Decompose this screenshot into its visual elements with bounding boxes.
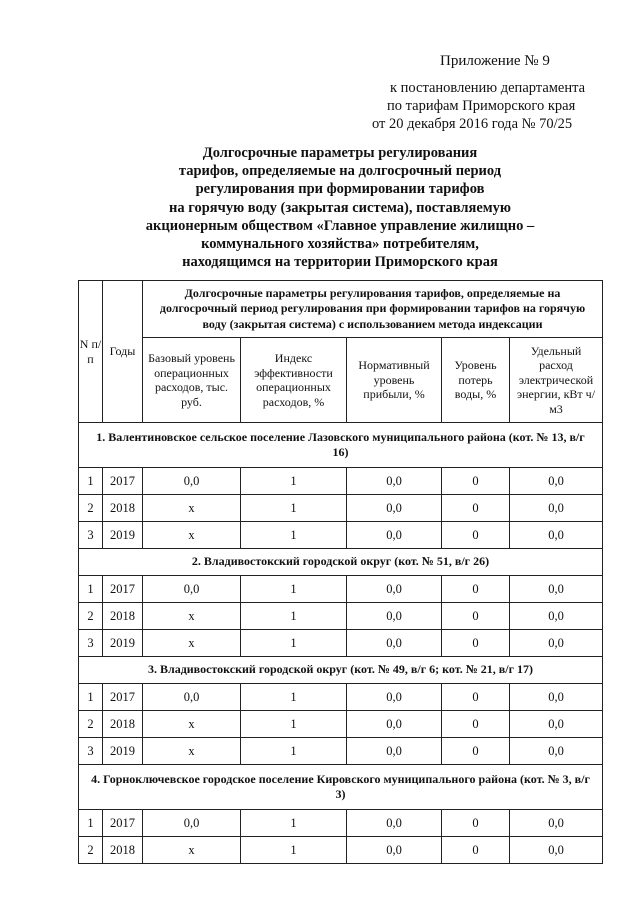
table-row — [79, 630, 603, 657]
title-line: на горячую воду (закрытая система), поставляемую — [169, 199, 511, 216]
cell-num: 3 — [79, 738, 103, 765]
table-row — [79, 468, 603, 495]
cell-energy: 0,0 — [510, 468, 603, 495]
cell-year: 2019 — [103, 738, 143, 765]
cell-num: 1 — [79, 684, 103, 711]
appendix-line-1: к постановлению департамента — [390, 80, 586, 96]
cell-energy: 0,0 — [510, 576, 603, 603]
cell-base-cost: 0,0 — [143, 810, 241, 837]
table-row — [79, 738, 603, 765]
header-base-cost: Базовый уровень операционных расходов, тыс. руб. — [143, 338, 241, 423]
header-energy: Удельный расход электрической энергии, кВт ч/м3 — [510, 338, 603, 423]
table-row — [79, 522, 603, 549]
cell-profit: 0,0 — [347, 810, 442, 837]
section-title: 3. Владивостокский городской округ (кот. № 49, в/г 6; кот. № 21, в/г 17) — [79, 657, 603, 684]
cell-year: 2019 — [103, 522, 143, 549]
section-row — [79, 549, 603, 576]
title-line: коммунального хозяйства» потребителям, — [201, 236, 479, 253]
cell-energy: 0,0 — [510, 603, 603, 630]
table-row — [79, 810, 603, 837]
title-line: регулирования при формировании тарифов — [195, 181, 485, 198]
cell-year: 2017 — [103, 810, 143, 837]
cell-energy: 0,0 — [510, 738, 603, 765]
cell-efficiency-index: 1 — [241, 522, 347, 549]
cell-num: 3 — [79, 630, 103, 657]
cell-water-loss: 0 — [442, 738, 510, 765]
section-row — [79, 657, 603, 684]
section-row — [79, 765, 603, 810]
title-line: акционерным обществом «Главное управление жилищно – — [145, 217, 535, 234]
cell-base-cost: х — [143, 738, 241, 765]
header-num: N п/п — [79, 281, 103, 423]
section-title: 1. Валентиновское сельское поселение Лазовского муниципального района (кот. № 13, в/г 16) — [79, 423, 603, 468]
cell-base-cost: 0,0 — [143, 684, 241, 711]
cell-base-cost: х — [143, 711, 241, 738]
cell-water-loss: 0 — [442, 837, 510, 864]
cell-year: 2017 — [103, 684, 143, 711]
cell-energy: 0,0 — [510, 711, 603, 738]
cell-efficiency-index: 1 — [241, 711, 347, 738]
cell-year: 2017 — [103, 468, 143, 495]
cell-efficiency-index: 1 — [241, 738, 347, 765]
cell-num: 3 — [79, 522, 103, 549]
cell-efficiency-index: 1 — [241, 810, 347, 837]
cell-num: 2 — [79, 711, 103, 738]
cell-efficiency-index: 1 — [241, 495, 347, 522]
cell-num: 2 — [79, 495, 103, 522]
cell-water-loss: 0 — [442, 576, 510, 603]
document-title — [40, 144, 640, 271]
cell-num: 1 — [79, 468, 103, 495]
header-profit: Нормативный уровень прибыли, % — [347, 338, 442, 423]
cell-num: 1 — [79, 576, 103, 603]
appendix-line-2: по тарифам Приморского края — [387, 98, 576, 114]
cell-efficiency-index: 1 — [241, 684, 347, 711]
cell-profit: 0,0 — [347, 630, 442, 657]
cell-num: 1 — [79, 810, 103, 837]
cell-profit: 0,0 — [347, 495, 442, 522]
cell-base-cost: х — [143, 603, 241, 630]
header-water-loss: Уровень потерь воды, % — [442, 338, 510, 423]
cell-water-loss: 0 — [442, 810, 510, 837]
cell-water-loss: 0 — [442, 711, 510, 738]
cell-profit: 0,0 — [347, 738, 442, 765]
cell-num: 2 — [79, 603, 103, 630]
cell-water-loss: 0 — [442, 684, 510, 711]
header-group: Долгосрочные параметры регулирования тарифов, определяемые на долгосрочный период регулирования при формировании тарифов на горячую воду (закрытая система) с использованием метода индексации — [143, 281, 603, 338]
cell-energy: 0,0 — [510, 810, 603, 837]
table-body — [79, 281, 603, 864]
cell-year: 2018 — [103, 837, 143, 864]
parameters-table — [78, 280, 603, 864]
cell-profit: 0,0 — [347, 576, 442, 603]
appendix-line-3: от 20 декабря 2016 года № 70/25 — [372, 116, 573, 132]
cell-profit: 0,0 — [347, 522, 442, 549]
header-row — [79, 281, 603, 338]
cell-base-cost: 0,0 — [143, 576, 241, 603]
cell-profit: 0,0 — [347, 468, 442, 495]
cell-efficiency-index: 1 — [241, 576, 347, 603]
cell-year: 2018 — [103, 495, 143, 522]
cell-energy: 0,0 — [510, 630, 603, 657]
table-row — [79, 711, 603, 738]
cell-profit: 0,0 — [347, 837, 442, 864]
section-title: 2. Владивостокский городской округ (кот. № 51, в/г 26) — [79, 549, 603, 576]
cell-efficiency-index: 1 — [241, 837, 347, 864]
cell-energy: 0,0 — [510, 837, 603, 864]
cell-num: 2 — [79, 837, 103, 864]
cell-water-loss: 0 — [442, 603, 510, 630]
cell-profit: 0,0 — [347, 711, 442, 738]
header-efficiency-index: Индекс эффективности операционных расходов, % — [241, 338, 347, 423]
cell-water-loss: 0 — [442, 522, 510, 549]
cell-base-cost: х — [143, 837, 241, 864]
cell-efficiency-index: 1 — [241, 603, 347, 630]
table-row — [79, 684, 603, 711]
cell-base-cost: 0,0 — [143, 468, 241, 495]
cell-year: 2019 — [103, 630, 143, 657]
cell-profit: 0,0 — [347, 603, 442, 630]
cell-water-loss: 0 — [442, 468, 510, 495]
cell-efficiency-index: 1 — [241, 468, 347, 495]
table-row — [79, 576, 603, 603]
appendix-title: Приложение № 9 — [440, 53, 550, 69]
section-title: 4. Горноключевское городское поселение Кировского муниципального района (кот. № 3, в/г 3) — [79, 765, 603, 810]
cell-base-cost: х — [143, 630, 241, 657]
table-row — [79, 495, 603, 522]
cell-water-loss: 0 — [442, 630, 510, 657]
table-row — [79, 837, 603, 864]
cell-efficiency-index: 1 — [241, 630, 347, 657]
cell-energy: 0,0 — [510, 522, 603, 549]
cell-year: 2017 — [103, 576, 143, 603]
title-line: Долгосрочные параметры регулирования — [202, 145, 478, 161]
title-line: тарифов, определяемые на долгосрочный период — [178, 163, 502, 180]
cell-profit: 0,0 — [347, 684, 442, 711]
cell-year: 2018 — [103, 603, 143, 630]
title-line: находящимся на территории Приморского края — [182, 254, 498, 271]
cell-base-cost: х — [143, 522, 241, 549]
cell-base-cost: х — [143, 495, 241, 522]
cell-energy: 0,0 — [510, 495, 603, 522]
cell-year: 2018 — [103, 711, 143, 738]
table-row — [79, 603, 603, 630]
section-row — [79, 423, 603, 468]
header-year: Годы — [103, 281, 143, 423]
cell-energy: 0,0 — [510, 684, 603, 711]
header-row — [79, 338, 603, 423]
cell-water-loss: 0 — [442, 495, 510, 522]
